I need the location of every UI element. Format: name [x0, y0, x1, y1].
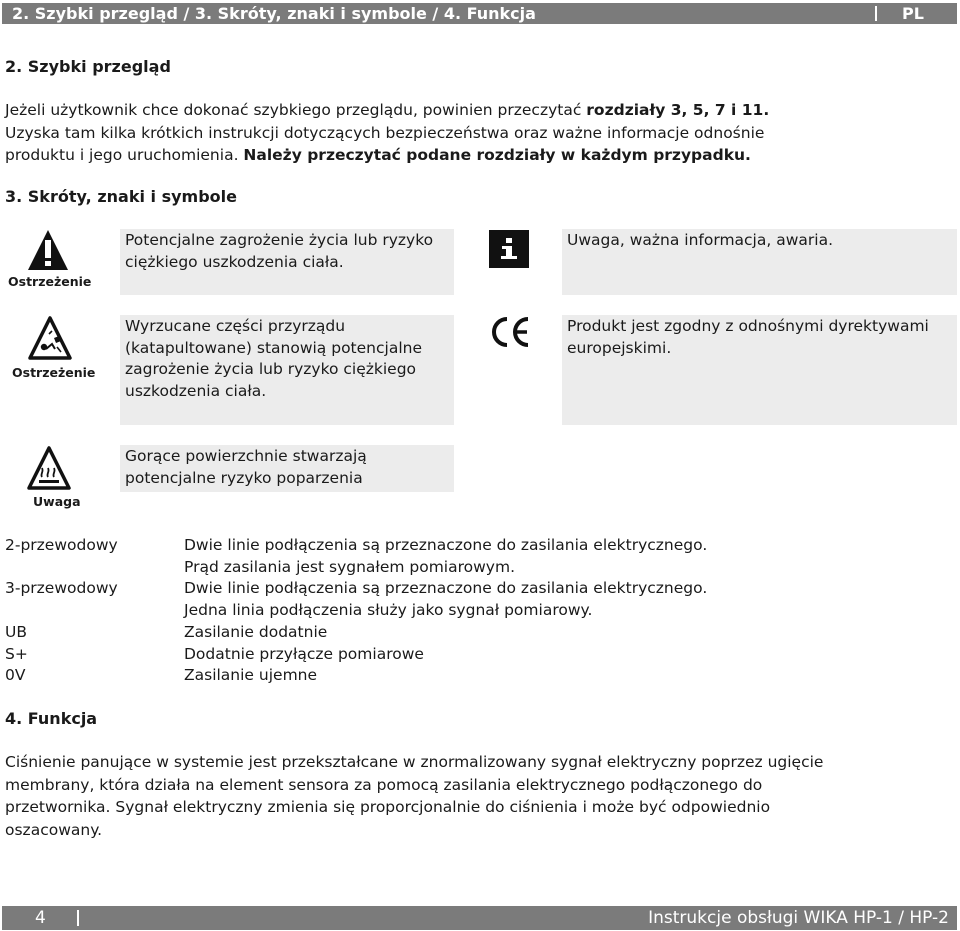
ejected-parts-warning-icon: [28, 316, 72, 362]
section-4-line-3: przetwornika. Sygnał elektryczny zmienia się proporcjonalnie do ciśnienia i może być odpowiednio: [5, 798, 771, 817]
section-2-line-1-text: Jeżeli użytkownik chce dokonać szybkiego przeglądu, powinien przeczytać: [5, 101, 587, 119]
abbreviation-description: [184, 535, 707, 578]
section-4-body: [5, 751, 823, 841]
abbreviation-description: Zasilanie dodatnie: [184, 622, 328, 641]
section-2-heading: 2. Szybki przegląd: [5, 57, 171, 76]
ce-description: Produkt jest zgodny z odnośnymi dyrektywami europejskimi.: [562, 315, 957, 425]
description-line: Jedna linia podłączenia służy jako sygnał pomiarowy.: [184, 601, 593, 620]
section-2-line-1-bold: rozdziały 3, 5, 7 i 11.: [586, 101, 770, 119]
section-2-line-3-bold: Należy przeczytać podane rozdziały w każdym przypadku.: [243, 146, 751, 165]
info-icon: [489, 230, 529, 268]
abbreviation-term: UB: [5, 622, 27, 641]
abbreviation-term: 2-przewodowy: [5, 536, 118, 554]
abbreviation-description: Dodatnie przyłącze pomiarowe: [184, 644, 424, 663]
section-4-heading: 4. Funkcja: [5, 709, 98, 728]
abbreviation-term: 3-przewodowy: [5, 579, 118, 598]
section-2-body: [5, 99, 769, 167]
section-2-line-3-text: produktu i jego uruchomienia.: [5, 146, 244, 165]
page-footer-bar: [2, 906, 957, 930]
page-number: 4: [35, 908, 46, 928]
description-line: Dwie linie podłączenia są przeznaczone do zasilania elektrycznego.: [184, 579, 708, 598]
section-3-heading: 3. Skróty, znaki i symbole: [5, 187, 237, 206]
section-2-line-2: Uzyska tam kilka krótkich instrukcji dotyczących bezpieczeństwa oraz ważne informacje odnośnie: [5, 123, 765, 142]
description-line: Prąd zasilania jest sygnałem pomiarowym.: [184, 557, 516, 576]
description-line: Dwie linie podłączenia są przeznaczone do zasilania elektrycznego.: [184, 536, 708, 554]
footer-title: Instrukcje obsługi WIKA HP-1 / HP-2: [648, 908, 949, 928]
abbreviation-description: [184, 578, 707, 621]
hot-surface-icon-label: Uwaga: [33, 494, 81, 509]
page-header-bar: [2, 3, 957, 24]
section-4-line-1: Ciśnienie panujące w systemie jest przekształcane w znormalizowany sygnał elektryczny poprzez ugięcie: [5, 753, 824, 771]
list-item: [5, 622, 707, 644]
section-4-line-4: oszacowany.: [5, 820, 103, 839]
abbreviation-term: S+: [5, 644, 28, 663]
list-item: [5, 665, 707, 687]
list-item: [5, 535, 707, 578]
header-title: 2. Szybki przegląd / 3. Skróty, znaki i symbole / 4. Funkcja: [12, 4, 536, 23]
section-4-line-2: membrany, która działa na element sensora za pomocą zasilania elektrycznego podłączonego do: [5, 775, 763, 794]
ce-mark-icon: [488, 316, 532, 348]
info-description: Uwaga, ważna informacja, awaria.: [562, 229, 957, 295]
section-2-line-3: [5, 144, 769, 167]
abbreviation-description: Zasilanie ujemne: [184, 666, 318, 685]
header-divider: [875, 6, 877, 21]
warning-triangle-icon: [27, 228, 69, 272]
warning-icon-label: Ostrzeżenie: [8, 274, 92, 289]
ejected-parts-icon-label: Ostrzeżenie: [12, 365, 96, 380]
ejected-parts-description: Wyrzucane części przyrządu (katapultowane) stanowią potencjalne zagrożenie życia lub ryzyko ciężkiego uszkodzenia ciała.: [120, 315, 454, 425]
hot-surface-description: Gorące powierzchnie stwarzają potencjalne ryzyko poparzenia: [120, 445, 454, 492]
footer-divider: [77, 910, 79, 926]
abbreviations-list: [5, 535, 707, 687]
warning-description: Potencjalne zagrożenie życia lub ryzyko ciężkiego uszkodzenia ciała.: [120, 229, 454, 295]
hot-surface-icon: [26, 442, 72, 492]
header-language: PL: [902, 4, 924, 23]
section-2-line-1: [5, 99, 769, 122]
list-item: [5, 644, 707, 666]
list-item: [5, 578, 707, 621]
abbreviation-term: 0V: [5, 666, 26, 685]
